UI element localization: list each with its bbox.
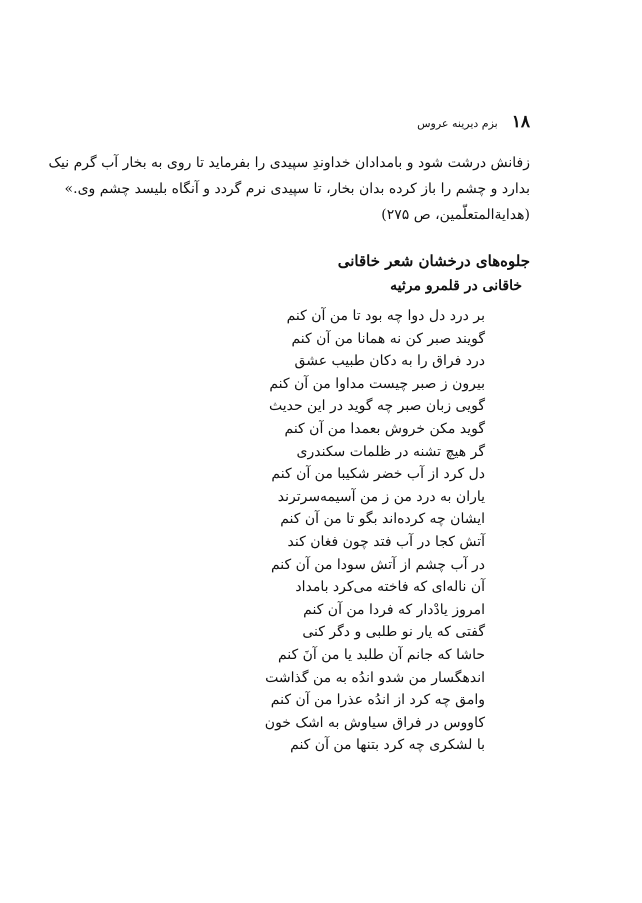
- poem-verse: حاشا که جانم آن طلبد یا من آنَ کنم: [277, 646, 485, 663]
- poem-verse: بر درد دل دوا چه بود تا من آن کنم: [286, 308, 485, 324]
- page-header: [110, 112, 530, 132]
- poem-verse: امروز یادْدار که فردا من آن کنم: [303, 601, 485, 618]
- paragraph-line: زفانش درشت شود و بامدادان خداوندِ سپیدی را بفرماید تا روی به بخار آب گرم نیک: [48, 155, 530, 171]
- poem-verse: کاووس در فراق سیاوش به اشک خون: [264, 714, 485, 731]
- poem-verse: در آب چشم از آتش سودا من آن کنم: [270, 556, 485, 573]
- poem-verse: گویند صبر کن نه همانا من آن کنم: [291, 330, 485, 347]
- poem-verse: وامق چه کرد از اندُه عذرا من آن کنم: [270, 692, 485, 709]
- poem-verse: درد فراق را به دکان طبیب عشق: [294, 353, 485, 370]
- paragraph-line: بدارد و چشم را باز کرده بدان بخار، تا سپیدی نرم گردد و آنگاه بلیسد چشم وی.»: [64, 181, 530, 197]
- poem-verse: یاران به درد من ز من آسیمه‌سرترند: [277, 488, 485, 505]
- poem-verse: گوید مکن خروش بعمدا من آن کنم: [284, 420, 485, 437]
- poem-verse: گفتی که یار نو طلبی و دگر کنی: [302, 624, 485, 641]
- poem-verse: آن ناله‌ای که فاخته می‌کرد بامداد: [295, 579, 485, 596]
- poem: [155, 305, 485, 757]
- poem-verse: اندهگسار من شدو اندُه به من گذاشت: [265, 669, 485, 686]
- poem-verse: آتش کجا در آب فتد چون فغان کند: [287, 533, 485, 550]
- page-number: ۱۸: [511, 112, 530, 132]
- poem-verse: با لشکری چه کرد بتنها من آن کنم: [290, 737, 485, 754]
- section-title: جلوه‌های درخشان شعر خاقانی: [337, 252, 530, 270]
- poem-verse: گر هیچ تشنه در ظلمات سکندری: [296, 443, 485, 460]
- poem-verse: ایشان چه کرده‌اند بگو تا من آن کنم: [280, 511, 485, 528]
- poem-verse: بیرون ز صبر چیست مداوا من آن کنم: [269, 375, 485, 392]
- body-paragraph: [48, 150, 530, 228]
- sub-title: خاقانی در قلمرو مرثیه: [390, 278, 522, 294]
- citation-line: (هدایةالمتعلّمین، ص ۲۷۵): [381, 207, 530, 223]
- running-title: بزم دیرینه عروس: [417, 117, 498, 130]
- poem-verse: دل کرد از آب خضر شکیبا من آن کنم: [271, 466, 485, 483]
- poem-verse: گویی زبان صبر چه گوید در این حدیث: [268, 398, 485, 415]
